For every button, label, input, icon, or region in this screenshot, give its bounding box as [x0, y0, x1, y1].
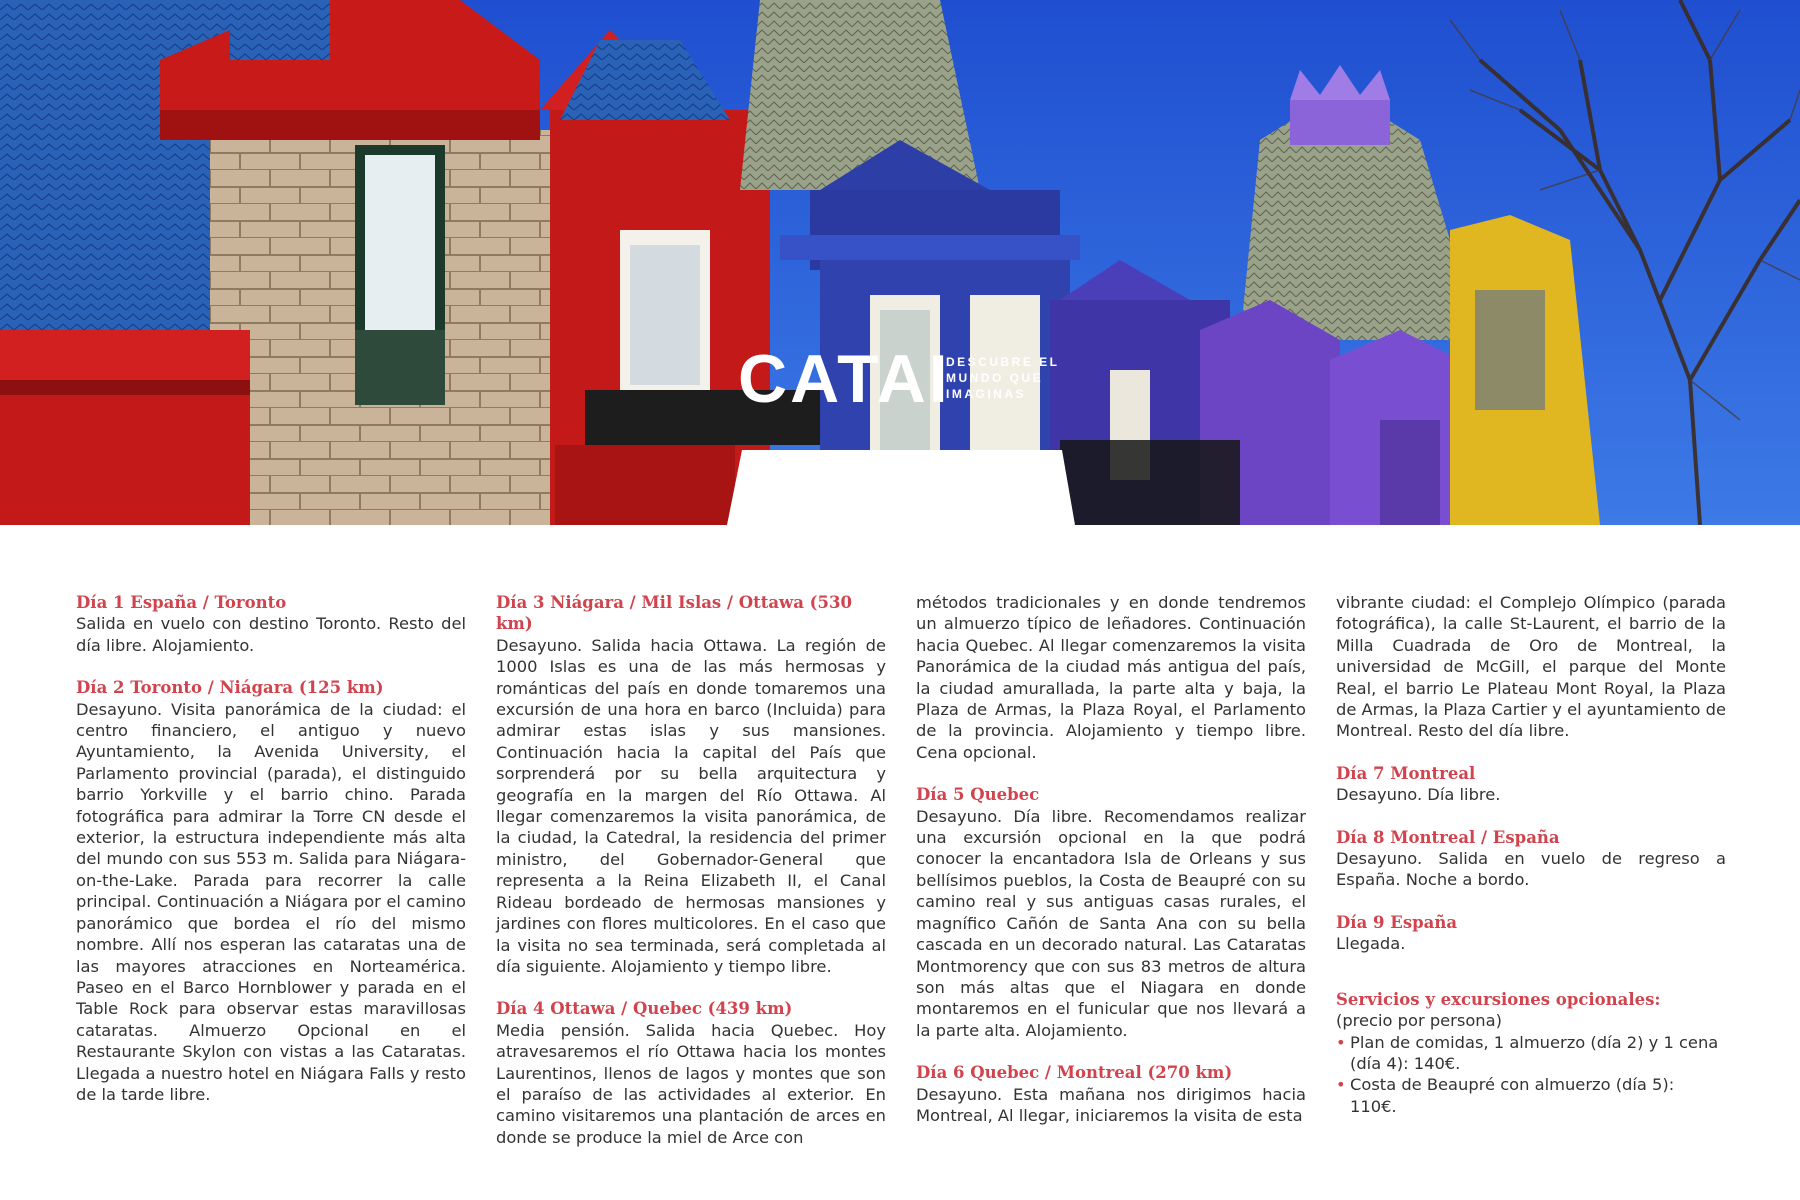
day-text: Desayuno. Esta mañana nos dirigimos hacia Montreal, Al llegar, iniciaremos la visita de esta: [916, 1084, 1306, 1125]
day-text-continued: métodos tradicionales y en donde tendremos un almuerzo típico de leñadores. Continuación hacia Quebec. Al llegar comenzaremos la visita Panorámica de la ciudad más antigua del país, la ciudad amurallada, la parte alta y baja, la Plaza de Armas, la Plaza Royal, el Parlamento de la provincia. Alojamiento y tiempo libre. Cena opcional.: [916, 593, 1306, 762]
tagline-line: IMAGINAS: [946, 387, 1026, 401]
services-box: [1336, 989, 1726, 1117]
day-text: Media pensión. Salida hacia Quebec. Hoy atravesaremos el río Ottawa hacia los montes Laurentinos, llenos de lagos y montes que son el paraíso de las actividades al exterior. En camino visitaremos una plantación de arces en donde se produce la miel de Arce con: [496, 1020, 886, 1147]
column-3: [916, 592, 1306, 1147]
services-list: [1336, 1032, 1726, 1118]
day-title: Día 9 España: [1336, 912, 1458, 932]
day-item: [916, 1062, 1306, 1126]
day-item: [1336, 763, 1726, 806]
services-item: • Costa de Beaupré con almuerzo (día 5): 110€.: [1336, 1074, 1726, 1117]
day-title: Día 7 Montreal: [1336, 763, 1476, 783]
day-title: Día 6 Quebec / Montreal (270 km): [916, 1063, 1233, 1083]
hero-banner: [0, 0, 1800, 525]
day-title: Día 1 España / Toronto: [76, 593, 287, 612]
day-title: Día 5 Quebec: [916, 785, 1040, 805]
day-title: Día 8 Montreal / España: [1336, 827, 1560, 847]
day-item: [1336, 912, 1726, 955]
day-item: [916, 784, 1306, 1041]
services-subtitle: (precio por persona): [1336, 1011, 1502, 1031]
day-text: Llegada.: [1336, 934, 1406, 954]
day-text-continued: vibrante ciudad: el Complejo Olímpico (parada fotográfica), la calle St-Laurent, el barrio de la Milla Cuadrada de Oro de Montreal, la universidad de McGill, el parque del Monte Real, el barrio Le Plateau Mont Royal, la Plaza de Armas, la Plaza Cartier y el ayuntamiento de Montreal. Resto del día libre.: [1336, 593, 1726, 741]
hero-photo-victorian-houses: [0, 0, 1800, 525]
day-title: Día 2 Toronto / Niágara (125 km): [76, 678, 384, 698]
day-text: Desayuno. Día libre.: [1336, 785, 1501, 805]
tagline-line: DESCUBRE EL: [946, 355, 1060, 369]
day-item: [1336, 827, 1726, 891]
logo-tagline: [946, 354, 1060, 402]
day-item: [496, 592, 886, 977]
day-title: Día 3 Niágara / Mil Islas / Ottawa (530 km): [496, 593, 852, 634]
day-item: [76, 677, 466, 1105]
services-title: Servicios y excursiones opcionales:: [1336, 989, 1661, 1009]
day-item: [76, 592, 466, 656]
day-text: Desayuno. Visita panorámica de la ciudad: el centro financiero, el antiguo y nuevo Ayuntamiento, la Avenida University, el Parlamento provincial (parada), el distinguido barrio Yorkville y el barrio chino. Parada fotográfica para admirar la Torre CN desde el exterior, la estructura independiente más alta del mundo con sus 553 m. Salida para Niágara-on-the-Lake. Parada para recorrer la calle principal. Continuación a Niágara por el camino panorámico que bordea el río del mismo nombre. Allí nos esperan las cataratas una de las mayores atracciones en Norteamérica. Paseo en el Barco Hornblower y parada en el Table Rock para observar estas maravillosas cataratas. Almuerzo Opcional en el Restaurante Skylon con vistas a las Cataratas. Llegada a nuestro hotel en Niágara Falls y resto de la tarde libre.: [76, 699, 466, 1104]
day-text: Desayuno. Salida hacia Ottawa. La región de 1000 Islas es una de las más hermosas y románticas del país en donde tomaremos una excursión de una hora en barco (Incluida) para admirar estas islas y sus mansiones. Continuación hacia la capital del País que sorprenderá por su bella arquitectura y geografía en la margen del Río Ottawa. Al llegar comenzaremos la visita panorámica, de la ciudad, la Catedral, la residencia del primer ministro, del Gobernador-General que representa a la Reina Elizabeth II, el Canal Rideau bordeado de hermosas mansiones y jardines con flores multicolores. En el caso que la visita no sea terminada, será completada al día siguiente. Alojamiento y tiempo libre.: [496, 635, 886, 976]
day-text: Desayuno. Día libre. Recomendamos realizar una excursión opcional en la que podrá conocer la encantadora Isla de Orleans y sus bellísimos pueblos, la Costa de Beaupré con su camino real y sus antiguas casas rurales, el magnífico Cañón de Santa Ana con su bella cascada en un decorado natural. Las Cataratas Montmorency que con sus 83 metros de altura son más altas que el Niagara en donde montaremos en el funicular que nos llevará a la parte alta. Alojamiento.: [916, 806, 1306, 1040]
services-item: • Plan de comidas, 1 almuerzo (día 2) y 1 cena (día 4): 140€.: [1336, 1032, 1726, 1075]
day-item: [496, 998, 886, 1148]
logo-wordmark: CATAI: [738, 341, 951, 417]
tagline-line: MUNDO QUE: [946, 371, 1044, 385]
day-title: Día 4 Ottawa / Quebec (439 km): [496, 999, 793, 1019]
day-text: Salida en vuelo con destino Toronto. Resto del día libre. Alojamiento.: [76, 614, 466, 655]
day-item: [916, 592, 1306, 763]
column-1: [76, 592, 466, 1126]
day-item: [1336, 592, 1726, 742]
day-text: Desayuno. Salida en vuelo de regreso a España. Noche a bordo.: [1336, 849, 1726, 890]
column-4: [1336, 592, 1726, 1117]
column-2: [496, 592, 886, 1169]
